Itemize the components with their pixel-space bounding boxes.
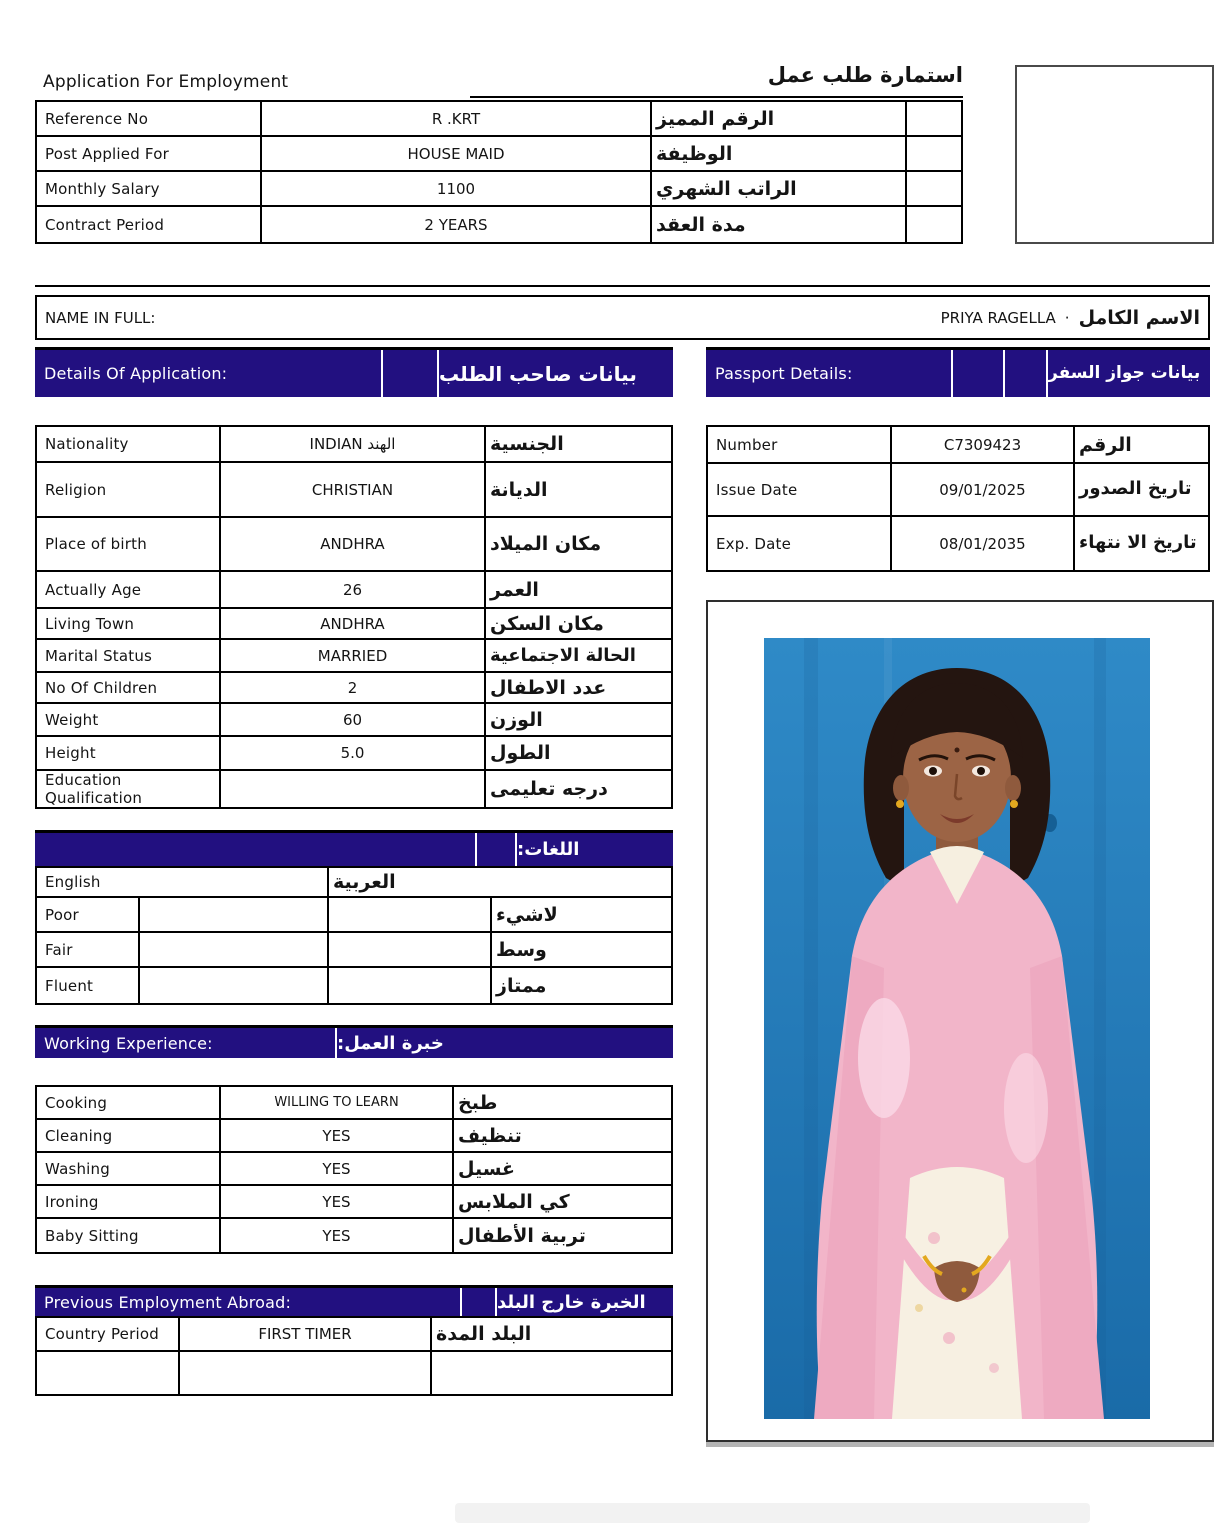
row-label-en: Education Qualification: [37, 771, 221, 807]
section-title-ar: خبرة العمل:: [337, 1032, 444, 1054]
row-label-ar: العربية: [333, 871, 396, 893]
row-empty-cell: [140, 968, 329, 1003]
page-title-arabic: استمارة طلب عمل: [767, 63, 963, 87]
row-label-en: Religion: [37, 463, 221, 516]
table-row: [37, 1186, 671, 1219]
row-value: C7309423: [892, 427, 1075, 462]
row-label-en: Height: [37, 737, 221, 769]
languages-section-header: [35, 830, 673, 866]
row-label-ar: البلد المدة: [436, 1323, 532, 1345]
table-row: [37, 673, 671, 704]
row-empty-cell: [329, 933, 492, 966]
row-label-ar: الوزن: [490, 708, 543, 731]
row-value: HOUSE MAID: [262, 137, 652, 170]
table-row: [37, 1087, 671, 1120]
row-label-en: No Of Children: [37, 673, 221, 702]
header-spacer: [35, 833, 475, 866]
details-table: [35, 425, 673, 809]
table-row: [37, 1153, 671, 1186]
row-value: 5.0: [221, 737, 486, 769]
row-label-en: Monthly Salary: [37, 172, 262, 205]
row-spacer-cell: [907, 137, 961, 170]
row-label-en: English: [37, 868, 329, 896]
table-row: [37, 771, 671, 807]
table-row: [37, 172, 961, 207]
table-row: [37, 427, 671, 463]
applicant-photo: [764, 638, 1150, 1419]
row-label-en: Baby Sitting: [37, 1219, 221, 1252]
table-row: [37, 704, 671, 737]
row-label-ar: الوظيفة: [652, 137, 907, 170]
row-label-ar: الجنسية: [490, 433, 564, 455]
row-value: YES: [221, 1120, 454, 1151]
section-title-en: Passport Details:: [715, 364, 853, 383]
row-label-en: Issue Date: [708, 464, 892, 515]
row-label-en: Cooking: [37, 1087, 221, 1118]
table-row: [37, 933, 671, 968]
row-value: CHRISTIAN: [221, 463, 486, 516]
section-title-en: Working Experience:: [35, 1028, 337, 1058]
row-spacer-cell: [907, 102, 961, 135]
passport-section-header: [706, 347, 1210, 397]
row-label-ar: تاريخ الصدور: [1079, 478, 1192, 500]
full-name-value: PRIYA RAGELLA: [940, 308, 1056, 327]
row-empty-cell: [329, 898, 492, 931]
footer-bar: [455, 1503, 1090, 1523]
row-value: 60: [221, 704, 486, 735]
experience-section-header: [35, 1025, 673, 1058]
experience-table: [35, 1085, 673, 1254]
row-label-ar: كي الملابس: [458, 1190, 570, 1213]
row-spacer-cell: [907, 207, 961, 242]
row-label-en: Number: [708, 427, 892, 462]
page-title: Application For Employment: [43, 72, 289, 92]
passport-table: [706, 425, 1210, 572]
row-label-en: Washing: [37, 1153, 221, 1184]
logo-box: [1015, 65, 1214, 244]
row-value: 2 YEARS: [262, 207, 652, 242]
row-label-ar: الرقم المميز: [652, 102, 907, 135]
table-row: [37, 968, 671, 1003]
row-value: 2: [221, 673, 486, 702]
section-title-ar: بيانات جواز السفر: [1048, 362, 1201, 383]
section-title-ar: اللغات:: [517, 839, 580, 860]
table-row: [37, 207, 961, 242]
previous-employment-table: [35, 1316, 673, 1396]
row-label-en: Fluent: [37, 968, 140, 1003]
row-label-ar: مكان الميلاد: [490, 533, 602, 555]
table-row: [708, 517, 1208, 570]
header-divider-cell: [462, 1288, 497, 1316]
table-row: [37, 868, 671, 898]
section-title-ar: بيانات صاحب الطلب: [439, 361, 637, 386]
row-label-en: Ironing: [37, 1186, 221, 1217]
row-value: 26: [221, 572, 486, 607]
row-value: INDIAN الهند: [221, 427, 486, 461]
row-value: ANDHRA: [221, 609, 486, 638]
section-title-en: Previous Employment Abroad:: [35, 1288, 462, 1316]
row-value: MARRIED: [221, 640, 486, 671]
name-separator: ·: [1064, 308, 1070, 327]
row-label-en: Country Period: [37, 1318, 180, 1350]
header-divider-cell: [381, 350, 439, 397]
row-label-en: Post Applied For: [37, 137, 262, 170]
row-label-ar: الرقم: [1079, 433, 1132, 456]
section-title-ar: الخبرة خارج البلد: [497, 1291, 646, 1313]
row-label-en: [37, 1352, 180, 1394]
row-label-ar: [432, 1352, 671, 1394]
row-label-ar: مدة العقد: [652, 207, 907, 242]
row-label-ar: لاشيء: [496, 903, 558, 926]
row-empty-cell: [140, 898, 329, 931]
row-empty-cell: [140, 933, 329, 966]
table-row: [708, 464, 1208, 517]
row-label-ar: عدد الاطفال: [490, 676, 607, 699]
previous-employment-section-header: [35, 1285, 673, 1316]
row-label-ar: الطول: [490, 742, 551, 764]
table-row: [37, 737, 671, 771]
row-label-en: Actually Age: [37, 572, 221, 607]
row-label-en: Contract Period: [37, 207, 262, 242]
header-divider-cell: [475, 833, 517, 866]
row-label-ar: درجه تعليمى: [490, 778, 608, 800]
row-label-en: Cleaning: [37, 1120, 221, 1151]
row-label-ar: تنظيف: [458, 1124, 522, 1147]
row-value: 09/01/2025: [892, 464, 1075, 515]
details-section-header: [35, 347, 673, 397]
row-value: WILLING TO LEARN: [221, 1087, 454, 1118]
row-label-en: Reference No: [37, 102, 262, 135]
row-value: FIRST TIMER: [180, 1318, 432, 1350]
name-label-ar: الاسم الكامل: [1078, 306, 1200, 329]
row-label-en: Marital Status: [37, 640, 221, 671]
row-label-ar: مكان السكن: [490, 612, 604, 635]
row-value: 08/01/2035: [892, 517, 1075, 570]
row-label-ar: تاريخ الا نتهاء: [1079, 532, 1197, 554]
table-row: [37, 463, 671, 518]
row-label-en: Exp. Date: [708, 517, 892, 570]
row-label-ar: الديانة: [490, 478, 548, 501]
row-value: 1100: [262, 172, 652, 205]
name-band: [35, 295, 1210, 340]
row-label-ar: طبخ: [458, 1091, 498, 1114]
row-value: YES: [221, 1219, 454, 1252]
row-label-ar: وسط: [496, 938, 547, 961]
header-divider-cell: [1005, 350, 1048, 397]
row-label-en: Nationality: [37, 427, 221, 461]
row-label-en: Poor: [37, 898, 140, 931]
table-row: [37, 898, 671, 933]
languages-table: [35, 866, 673, 1005]
row-label-ar: الحالة الاجتماعية: [490, 645, 636, 666]
table-row: [708, 427, 1208, 464]
name-top-rule: [35, 285, 1210, 287]
row-spacer-cell: [907, 172, 961, 205]
table-row: [37, 609, 671, 640]
row-value: [180, 1352, 432, 1394]
row-value: YES: [221, 1186, 454, 1217]
row-label-ar: غسيل: [458, 1157, 516, 1180]
row-empty-cell: [329, 968, 492, 1003]
table-row: [37, 640, 671, 673]
name-label-en: NAME IN FULL:: [45, 308, 156, 327]
photo-frame: [706, 600, 1214, 1442]
row-label-en: Living Town: [37, 609, 221, 638]
table-row: [37, 1318, 671, 1352]
row-value: [221, 771, 486, 807]
row-label-en: Weight: [37, 704, 221, 735]
table-row: [37, 1219, 671, 1252]
row-label-ar: العمر: [490, 578, 539, 601]
top-table: [35, 100, 963, 244]
table-row: [37, 1120, 671, 1153]
table-row: [37, 102, 961, 137]
row-label-en: Fair: [37, 933, 140, 966]
row-label-en: Place of birth: [37, 518, 221, 570]
table-row: [37, 518, 671, 572]
title-underline: [470, 96, 963, 98]
row-value: ANDHRA: [221, 518, 486, 570]
table-row: [37, 137, 961, 172]
row-value: R .KRT: [262, 102, 652, 135]
row-label-ar: ممتاز: [496, 974, 547, 997]
header-divider-cell: [951, 350, 1005, 397]
row-value: YES: [221, 1153, 454, 1184]
table-row: [37, 572, 671, 609]
section-title-en: Details Of Application:: [44, 364, 228, 383]
row-label-ar: تربية الأطفال: [458, 1224, 586, 1247]
row-label-ar: الراتب الشهري: [652, 172, 907, 205]
table-row: [37, 1352, 671, 1394]
